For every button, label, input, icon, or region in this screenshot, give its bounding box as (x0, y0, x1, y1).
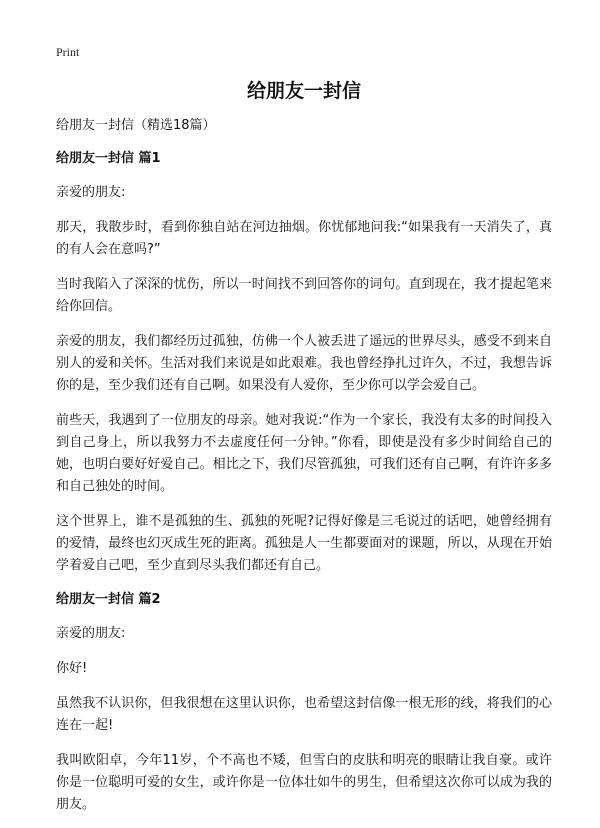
greeting: 你好! (56, 661, 88, 676)
paragraph: 前些天，我遇到了一位朋友的母亲。她对我说:“作为一个家长，我没有太多的时间投入到自己身上，所以我努力不去虚度任何一分钟。”你看，即使是没有多少时间给自己的她，也明白要好好爱自己。相比之下，我们尽管孤独，可我们还有自己啊，有许许多多和自己独处的时间。 (56, 413, 552, 494)
section-2 (56, 590, 552, 816)
paragraph: 虽然我不认识你，但我很想在这里认识你，也希望这封信像一根无形的线，将我们的心连在一起! (56, 696, 552, 733)
paragraph: 那天，我散步时，看到你独自站在河边抽烟。你忧郁地问我:“如果我有一天消失了，真的有人会在意吗?” (56, 220, 552, 257)
salutation: 亲爱的朋友: (56, 626, 126, 641)
section-1 (56, 149, 552, 577)
document-subtitle: 给朋友一封信（精选18篇） (56, 118, 216, 133)
section-heading: 给朋友一封信 篇2 (56, 592, 161, 607)
salutation: 亲爱的朋友: (56, 185, 126, 200)
paragraph: 当时我陷入了深深的忧伤，所以一时间找不到回答你的词句。直到现在，我才提起笔来给你回信。 (56, 277, 552, 314)
paragraph: 亲爱的朋友，我们都经历过孤独，仿佛一个人被丢进了遥远的世界尽头，感受不到来自别人的爱和关怀。生活对我们来说是如此艰难。我也曾经挣扎过许久，不过，我想告诉你的是，至少我们还有自己啊。如果没有人爱你，至少你可以学会爱自己。 (56, 334, 552, 393)
paragraph: 这个世界上，谁不是孤独的生、孤独的死呢?记得好像是三毛说过的话吧，她曾经拥有的爱情，最终也幻灭成生死的距离。孤独是人一生都要面对的课题，所以，从现在开始学着爱自己吧，至少直到尽头我们都还有自己。 (56, 514, 552, 573)
page-title: 给朋友一封信 (246, 80, 361, 102)
section-heading: 给朋友一封信 篇1 (56, 151, 161, 166)
print-label: Print (56, 45, 80, 59)
paragraph: 我叫欧阳卓，今年11岁，个不高也不矮，但雪白的皮肤和明亮的眼睛让我自豪。或许你是一位聪明可爱的女生，或许你是一位体壮如牛的男生，但希望这次你可以成为我的朋友。 (56, 753, 552, 812)
